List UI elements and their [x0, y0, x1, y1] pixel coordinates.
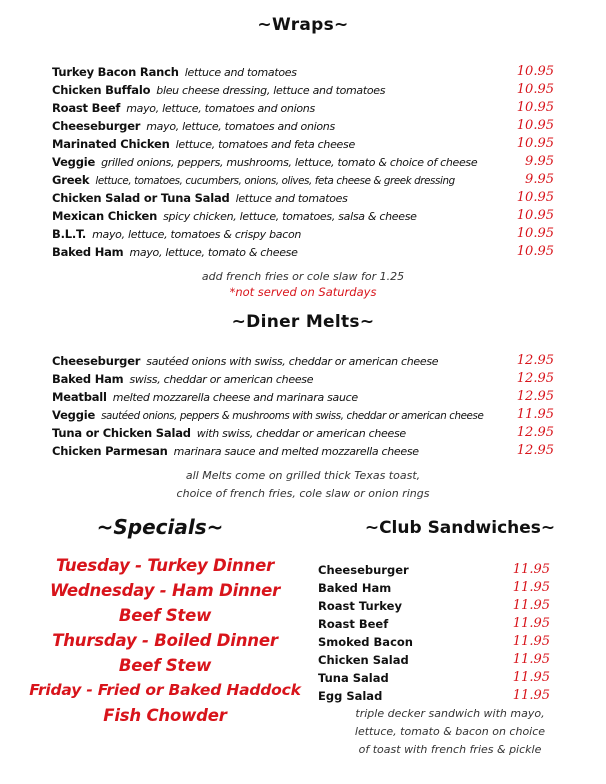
- item-price: 12.95: [516, 425, 554, 440]
- item-desc: with swiss, cheddar or american cheese: [196, 427, 406, 440]
- item-price: 11.95: [512, 688, 550, 703]
- item-price: 11.95: [512, 562, 550, 577]
- item-price: 10.95: [516, 208, 554, 223]
- item-price: 11.95: [512, 616, 550, 631]
- special-line: Tuesday - Turkey Dinner: [55, 556, 275, 575]
- item-name: Smoked Bacon: [318, 635, 413, 649]
- wraps-item: [52, 171, 554, 189]
- item-name: Roast Turkey: [318, 599, 402, 613]
- item-desc: grilled onions, peppers, mushrooms, lettuce, tomato & choice of cheese: [101, 156, 478, 169]
- item-price: 10.95: [516, 190, 554, 205]
- item-name: Tuna Salad: [318, 671, 389, 685]
- special-line: Wednesday - Ham Dinner: [49, 581, 281, 600]
- melts-item: [52, 352, 554, 370]
- wraps-item: [52, 135, 554, 153]
- item-price: 11.95: [512, 598, 550, 613]
- item-price: 10.95: [516, 100, 554, 115]
- club-item: [318, 669, 550, 687]
- club-note-line1: triple decker sandwich with mayo,: [355, 707, 545, 720]
- melts-item: [52, 388, 554, 406]
- wraps-item: [52, 63, 554, 81]
- item-price: 9.95: [525, 172, 554, 187]
- item-name: Turkey Bacon Ranch: [52, 65, 179, 79]
- item-name: Baked Ham: [318, 581, 392, 595]
- special-line: Beef Stew: [118, 606, 212, 625]
- item-name: Cheeseburger: [52, 354, 141, 368]
- wraps-item: [52, 81, 554, 99]
- item-price: 11.95: [512, 580, 550, 595]
- item-desc: lettuce, tomatoes, cucumbers, onions, olives, feta cheese & greek dressing: [95, 175, 455, 187]
- item-price: 10.95: [516, 244, 554, 259]
- item-desc: bleu cheese dressing, lettuce and tomatoes: [156, 84, 386, 97]
- wraps-item: [52, 225, 554, 243]
- item-desc: mayo, lettuce, tomato & cheese: [129, 246, 298, 259]
- melts-note-line2: choice of french fries, cole slaw or onion rings: [176, 487, 430, 500]
- item-price: 11.95: [516, 407, 554, 422]
- item-price: 12.95: [516, 443, 554, 458]
- wraps-title: ~Wraps~: [257, 15, 349, 35]
- club-item: [318, 615, 550, 633]
- wraps-item: [52, 117, 554, 135]
- item-name: Mexican Chicken: [52, 209, 158, 223]
- item-desc: lettuce and tomatoes: [235, 192, 348, 205]
- melts-item: [52, 424, 554, 442]
- melts-item: [52, 442, 554, 460]
- item-desc: lettuce, tomatoes and feta cheese: [175, 138, 355, 151]
- special-line: Fish Chowder: [103, 706, 227, 725]
- club-note-line3: of toast with french fries & pickle: [358, 743, 542, 756]
- item-desc: mayo, lettuce, tomatoes and onions: [146, 120, 335, 133]
- item-name: Meatball: [52, 390, 107, 404]
- melts-note-line1: all Melts come on grilled thick Texas toast,: [185, 469, 421, 482]
- melts-item: [52, 370, 554, 388]
- item-price: 11.95: [512, 634, 550, 649]
- wraps-item: [52, 99, 554, 117]
- item-name: Egg Salad: [318, 689, 383, 703]
- special-line: Thursday - Boiled Dinner: [52, 631, 278, 650]
- item-price: 10.95: [516, 82, 554, 97]
- item-price: 11.95: [512, 652, 550, 667]
- item-name: Veggie: [52, 408, 96, 422]
- item-name: B.L.T.: [52, 227, 87, 241]
- item-price: 10.95: [516, 118, 554, 133]
- item-desc: sautéed onions with swiss, cheddar or american cheese: [146, 355, 439, 368]
- club-item: [318, 561, 550, 579]
- item-name: Chicken Salad or Tuna Salad: [52, 191, 230, 205]
- club-item: [318, 651, 550, 669]
- club-item: [318, 687, 550, 705]
- item-desc: melted mozzarella cheese and marinara sauce: [112, 391, 358, 404]
- special-line: Friday - Fried or Baked Haddock: [29, 681, 301, 699]
- item-price: 12.95: [516, 389, 554, 404]
- club-item: [318, 579, 550, 597]
- club-title: ~Club Sandwiches~: [364, 518, 556, 538]
- item-name: Roast Beef: [318, 617, 389, 631]
- item-desc: spicy chicken, lettuce, tomatoes, salsa & cheese: [163, 210, 417, 223]
- item-name: Roast Beef: [52, 101, 121, 115]
- melts-item: [52, 406, 554, 424]
- item-desc: mayo, lettuce, tomatoes & crispy bacon: [92, 228, 302, 241]
- wraps-item: [52, 243, 554, 261]
- item-name: Baked Ham: [52, 245, 124, 259]
- item-name: Cheeseburger: [52, 119, 141, 133]
- club-item: [318, 597, 550, 615]
- specials-title: ~Specials~: [96, 515, 224, 539]
- item-name: Chicken Salad: [318, 653, 409, 667]
- item-price: 9.95: [525, 154, 554, 169]
- item-name: Chicken Parmesan: [52, 444, 168, 458]
- wraps-item: [52, 207, 554, 225]
- item-desc: lettuce and tomatoes: [184, 66, 297, 79]
- item-name: Marinated Chicken: [52, 137, 170, 151]
- item-desc: swiss, cheddar or american cheese: [129, 373, 314, 386]
- item-price: 10.95: [516, 226, 554, 241]
- item-desc: marinara sauce and melted mozzarella cheese: [173, 445, 419, 458]
- item-name: Chicken Buffalo: [52, 83, 151, 97]
- item-name: Cheeseburger: [318, 563, 409, 577]
- item-name: Veggie: [52, 155, 96, 169]
- item-price: 12.95: [516, 371, 554, 386]
- item-name: Tuna or Chicken Salad: [52, 426, 191, 440]
- wraps-note: add french fries or cole slaw for 1.25: [201, 270, 405, 283]
- item-price: 12.95: [516, 353, 554, 368]
- club-item: [318, 633, 550, 651]
- special-line: Beef Stew: [118, 656, 212, 675]
- item-name: Baked Ham: [52, 372, 124, 386]
- item-name: Greek: [52, 173, 90, 187]
- club-note-line2: lettuce, tomato & bacon on choice: [354, 725, 546, 738]
- item-price: 11.95: [512, 670, 550, 685]
- item-desc: sautéed onions, peppers & mushrooms with swiss, cheddar or american cheese: [101, 410, 484, 422]
- wraps-note-saturday: *not served on Saturdays: [229, 285, 377, 299]
- item-desc: mayo, lettuce, tomatoes and onions: [126, 102, 315, 115]
- item-price: 10.95: [516, 136, 554, 151]
- wraps-item: [52, 153, 554, 171]
- melts-title: ~Diner Melts~: [231, 312, 375, 332]
- wraps-item: [52, 189, 554, 207]
- item-price: 10.95: [516, 64, 554, 79]
